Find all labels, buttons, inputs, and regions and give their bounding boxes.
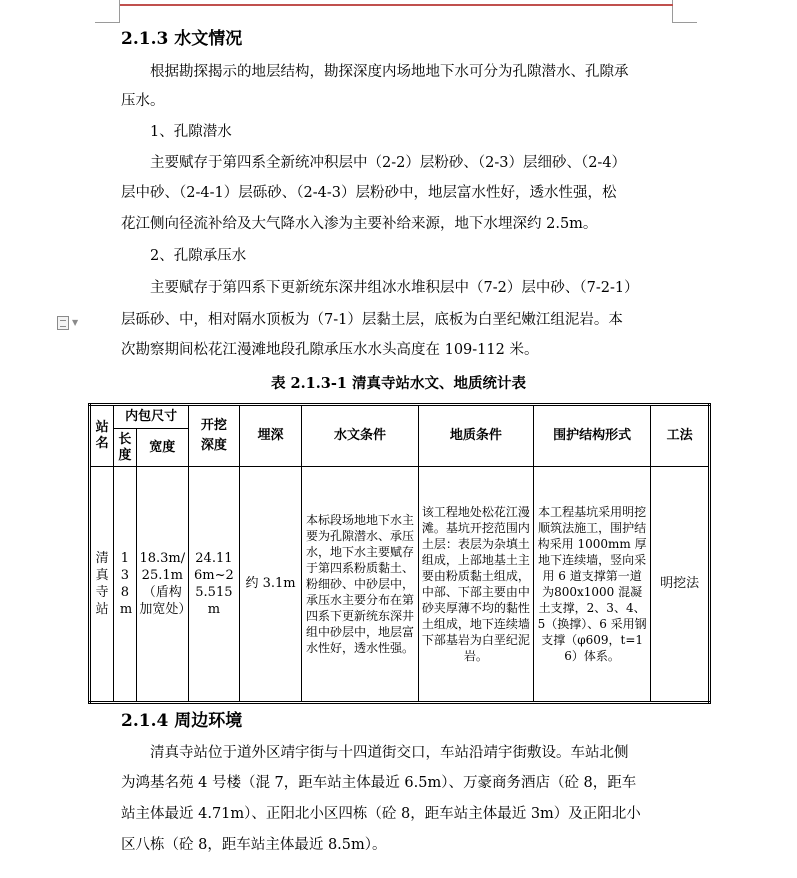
section-heading-2-1-3: 2.1.3 水文情况 [121, 29, 243, 49]
statistics-table [88, 403, 711, 704]
section-heading-2-1-4: 2.1.4 周边环境 [121, 711, 243, 731]
paragraph-line: 主要赋存于第四系全新统冲积层中（2-2）层粉砂、（2-3）层细砂、（2-4） [150, 155, 627, 171]
cell-burial-depth: 约 3.1m [239, 467, 302, 703]
cell-station-name: 清真寺站 [90, 467, 114, 703]
header-support-structure: 围护结构形式 [533, 405, 650, 467]
cell-width: 18.3m/25.1m（盾构加宽处） [136, 467, 189, 703]
subsection-title: 1、孔隙潜水 [150, 124, 232, 140]
cell-construction-method: 明挖法 [651, 467, 710, 703]
header-width: 宽度 [136, 429, 189, 467]
paragraph-line: 根据勘探揭示的地层结构，勘探深度内场地地下水可分为孔隙潜水、孔隙承 [150, 64, 629, 80]
header-inner-size: 内包尺寸 [114, 405, 189, 429]
cell-length: 138m [114, 467, 136, 703]
header-excavation-depth: 开挖深度 [189, 405, 240, 467]
paragraph-line: 站主体最近 4.71m）、正阳北小区四栋（砼 8，距车站主体最近 3m）及正阳北小 [121, 806, 641, 822]
header-rule [120, 4, 673, 6]
paragraph-line: 层砾砂、中，相对隔水顶板为（7-1）层黏土层，底板为白垩纪嫩江组泥岩。本 [121, 312, 623, 328]
subsection-title: 2、孔隙承压水 [150, 248, 247, 264]
paragraph-line: 花江侧向径流补给及大气降水入渗为主要补给来源，地下水埋深约 2.5m。 [121, 216, 598, 232]
paragraph-line: 区八栋（砼 8，距车站主体最近 8.5m）。 [121, 837, 387, 853]
header-burial-depth: 埋深 [239, 405, 302, 467]
page-corner-mark-left [95, 0, 120, 23]
header-construction-method: 工法 [651, 405, 710, 467]
paragraph-line: 压水。 [121, 93, 165, 109]
paragraph-line: 清真寺站位于道外区靖宇街与十四道街交口，车站沿靖宇街敷设。车站北侧 [150, 745, 629, 761]
paragraph-line: 为鸿基名苑 4 号楼（混 7，距车站主体最近 6.5m）、万豪商务酒店（砼 8，距车 [121, 775, 637, 791]
table-caption: 表 2.1.3-1 清真寺站水文、地质统计表 [270, 375, 527, 392]
cell-excavation-depth: 24.116m~25.515m [189, 467, 240, 703]
header-geo-conditions: 地质条件 [418, 405, 533, 467]
paragraph-line: 主要赋存于第四系下更新统东深井组冰水堆积层中（7-2）层中砂、（7-2-1） [150, 280, 639, 296]
header-length: 长度 [114, 429, 136, 467]
cell-support-structure: 本工程基坑采用明挖顺筑法施工，围护结构采用 1000mm 厚地下连续墙，竖向采用 6 道支撑第一道为800x1000 混凝土支撑，2、3、4、5（换撑）、6 采用钢支撑（φ609，t=16）体系。 [533, 467, 650, 703]
paragraph-line: 次勘察期间松花江漫滩地段孔隙承压水水头高度在 109-112 米。 [121, 342, 539, 358]
cell-geo-conditions: 该工程地处松花江漫滩。基坑开挖范围内土层：表层为杂填土组成，上部地基土主要由粉质黏土组成，中部、下部主要由中砂夹厚薄不均的黏性土组成，地下连续墙下部基岩为白垩纪泥岩。 [418, 467, 533, 703]
dropdown-arrow-icon[interactable]: ▼ [72, 318, 79, 327]
cell-hydro-conditions: 本标段场地地下水主要为孔隙潜水、承压水，地下水主要赋存于第四系粉质黏土、粉细砂、中砂层中，承压水主要分布在第四系下更新统东深井组中砂层中，地层富水性好，透水性强。 [302, 467, 418, 703]
page-corner-mark-right [672, 0, 697, 23]
header-hydro-conditions: 水文条件 [302, 405, 418, 467]
document-icon[interactable] [57, 316, 69, 330]
paragraph-line: 层中砂、（2-4-1）层砾砂、（2-4-3）层粉砂中，地层富水性好，透水性强，松 [121, 185, 617, 201]
header-station: 站名 [90, 405, 114, 467]
